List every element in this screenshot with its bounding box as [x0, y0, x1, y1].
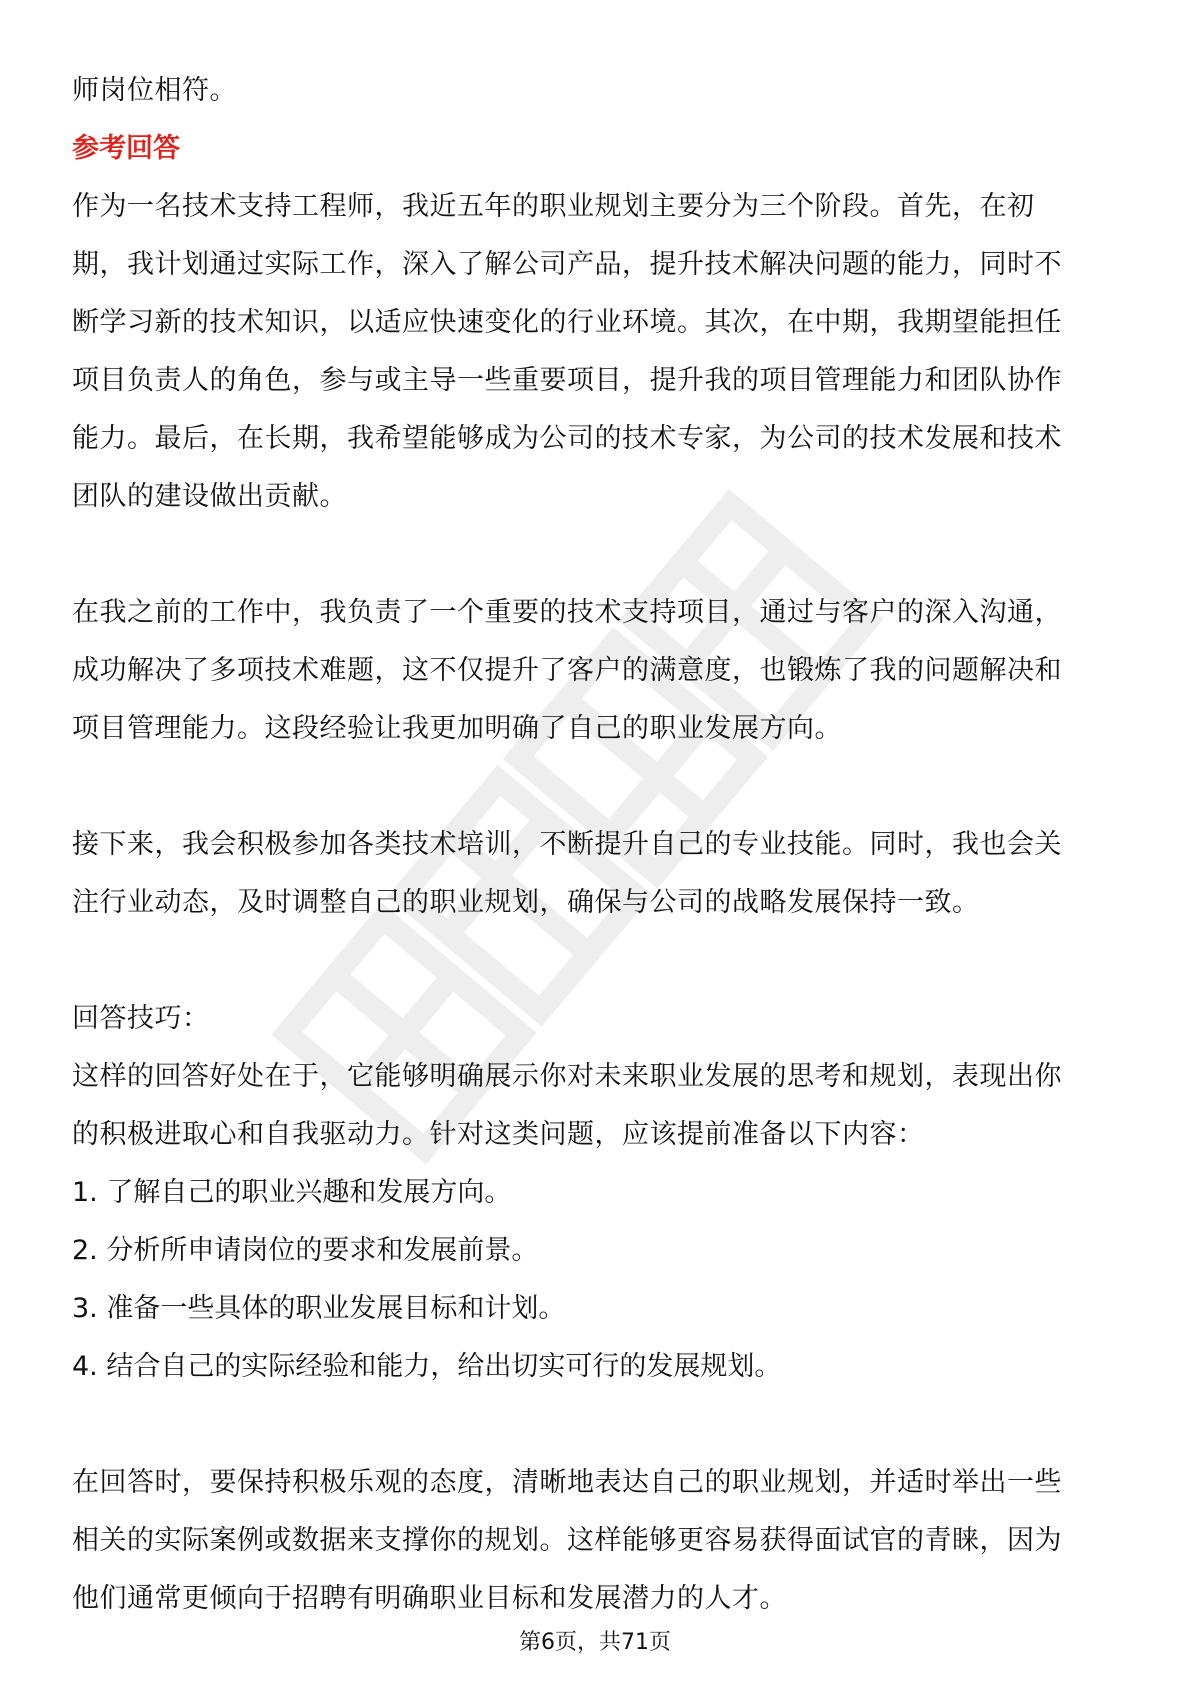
- text-line: 期，我计划通过实际工作，深入了解公司产品，提升技术解决问题的能力，同时不: [72, 249, 1062, 280]
- page-number-footer: 第6页，共71页: [519, 1630, 671, 1655]
- text-line: 在回答时，要保持积极乐观的态度，清晰地表达自己的职业规划，并适时举出一些: [72, 1467, 1062, 1498]
- text-line: 团队的建设做出贡献。: [72, 481, 347, 512]
- answer-paragraph-2: [72, 584, 1118, 758]
- text-line: 在我之前的工作中，我负责了一个重要的技术支持项目，通过与客户的深入沟通，: [72, 597, 1062, 628]
- text-line: 他们通常更倾向于招聘有明确职业目标和发展潜力的人才。: [72, 1583, 787, 1614]
- text-line: 项目管理能力。这段经验让我更加明确了自己的职业发展方向。: [72, 713, 842, 744]
- text-line: 项目负责人的角色，参与或主导一些重要项目，提升我的项目管理能力和团队协作: [72, 365, 1062, 396]
- reference-answer-heading: 参考回答: [72, 133, 180, 164]
- main-content: [72, 62, 1118, 1628]
- closing-paragraph: [72, 1454, 1118, 1628]
- text-line: 能力。最后，在长期，我希望能够成为公司的技术专家，为公司的技术发展和技术: [72, 423, 1062, 454]
- text-line: 的积极进取心和自我驱动力。针对这类问题，应该提前准备以下内容：: [72, 1119, 925, 1150]
- continued-line: 师岗位相符。: [72, 75, 237, 106]
- answer-paragraph-3: [72, 816, 1118, 932]
- text-line: 作为一名技术支持工程师，我近五年的职业规划主要分为三个阶段。首先，在初: [72, 191, 1035, 222]
- text-line: 注行业动态，及时调整自己的职业规划，确保与公司的战略发展保持一致。: [72, 887, 980, 918]
- tips-heading: 回答技巧：: [72, 1003, 210, 1034]
- tips-paragraph: [72, 1048, 1118, 1164]
- list-item: 4. 结合自己的实际经验和能力，给出切实可行的发展规划。: [72, 1351, 782, 1382]
- list-item: 2. 分析所申请岗位的要求和发展前景。: [72, 1235, 539, 1266]
- text-line: 断学习新的技术知识，以适应快速变化的行业环境。其次，在中期，我期望能担任: [72, 307, 1062, 338]
- text-line: 成功解决了多项技术难题，这不仅提升了客户的满意度，也锻炼了我的问题解决和: [72, 655, 1062, 686]
- list-item: 1. 了解自己的职业兴趣和发展方向。: [72, 1177, 512, 1208]
- text-line: 接下来，我会积极参加各类技术培训，不断提升自己的专业技能。同时，我也会关: [72, 829, 1062, 860]
- tips-list: [72, 1164, 1118, 1396]
- answer-paragraph-1: [72, 178, 1118, 526]
- text-line: 相关的实际案例或数据来支撑你的规划。这样能够更容易获得面试官的青睐，因为: [72, 1525, 1062, 1556]
- text-line: 这样的回答好处在于，它能够明确展示你对未来职业发展的思考和规划，表现出你: [72, 1061, 1062, 1092]
- list-item: 3. 准备一些具体的职业发展目标和计划。: [72, 1293, 566, 1324]
